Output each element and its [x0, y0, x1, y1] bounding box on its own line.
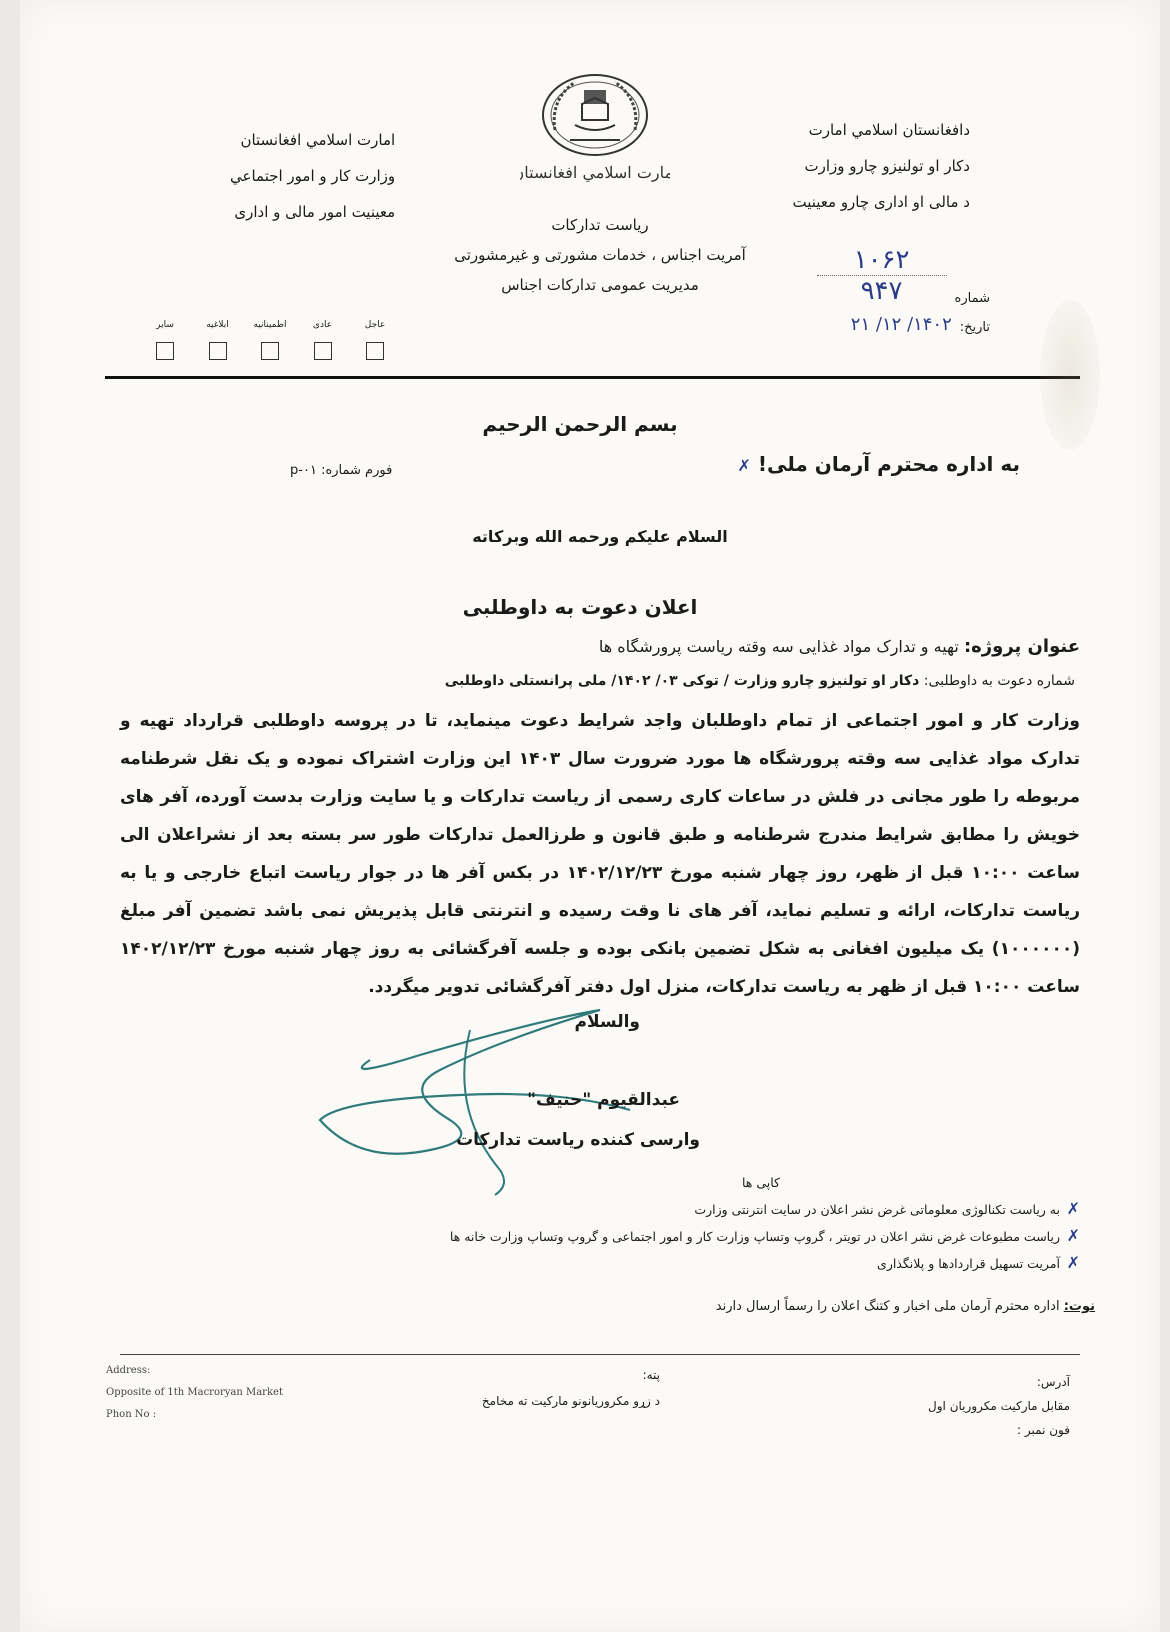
list-item: ✗ریاست مطبوعات غرض نشر اعلان در تویتر ، گروپ وتساپ وزارت کار و امور اجتماعی و گروپ وتساپ وزارت خانه ها [450, 1223, 1080, 1250]
recipient-text: به اداره محترم آرمان ملی! [757, 452, 1020, 476]
copies-list [450, 1170, 1080, 1277]
note-label: نوت: [1063, 1299, 1095, 1314]
header-divider [105, 376, 1080, 379]
footer-line: د زړو مکروریانونو مارکیت ته مخامخ [481, 1394, 660, 1408]
number-value: ۱۰۶۲ [853, 245, 910, 275]
header-line: دکار او تولنیزو چارو وزارت [804, 157, 970, 175]
priority-normal[interactable]: عادی [298, 320, 348, 360]
invitation-label: شماره دعوت به داوطلبی: [923, 673, 1075, 689]
footer-line: Opposite of 1th Macroryan Market [106, 1387, 283, 1398]
project-title: تهیه و تدارک مواد غذایی سه وقته ریاست پرورشگاه ها [598, 637, 959, 656]
header-pashto [792, 112, 970, 220]
note-line [716, 1299, 1095, 1314]
footer-english [106, 1360, 283, 1426]
footer-divider [120, 1354, 1080, 1355]
department-block [380, 210, 820, 300]
emblem-icon [520, 70, 670, 190]
emblem-script: امارت اسلامي افغانستان [520, 163, 670, 182]
footer-line: مقابل مارکیت مکروریان اول [928, 1399, 1070, 1413]
reference-meta [817, 245, 990, 343]
letter-body: وزارت کار و امور اجتماعی از تمام داوطلبان واجد شرایط دعوت مینماید، تا در پروسه داوطلبی قرارداد تهیه و تدارک مواد غذایی سه وقته پرورشگاه ها مورد ضرورت سال ۱۴۰۳ این وزارت اشتراک نموده و یک نقل شرطنامه مربوطه را طور مجانی در فلش در ساعات کاری رسمی از ریاست تدارکات و یا سایت وزارت بدست آورده، آفر های خویش را مطابق شرایط مندرج شرطنامه و طبق قانون و طرزالعمل تدارکات طور سر بسته بعد از نشراعلان الی ساعت ۱۰:۰۰ قبل از ظهر، روز چهار شنبه مورخ ۱۴۰۲/۱۲/۲۳ در بکس آفر ها در جوار ریاست اتباع خارجی و یا به ریاست تدارکات، ارائه و تسلیم نماید، آفر های نا وقت رسیده و انترنتی قابل پذیریش نمی باشد تضمین آفر مبلغ (۱۰۰۰۰۰۰) یک میلیون افغانی به شکل تضمین بانکی بوده و جلسه آفرگشائی به روز چهار شنبه مورخ ۱۴۰۲/۱۲/۲۳ ساعت ۱۰:۰۰ قبل از ظهر به ریاست تدارکات، منزل اول دفتر آفرگشائی تدویر میگردد. [120, 711, 1081, 997]
bismillah: بسم الرحمن الرحيم [482, 412, 678, 436]
list-item: ✗به ریاست تکنالوژی معلوماتی غرض نشر اعلان در سایت انترنتی وزارت [450, 1196, 1080, 1223]
invitation-number: دکار او تولنیزو چارو وزارت / توکی ۰۳/ ۱۴۰۲/ ملی پرانستلی داوطلبی [444, 673, 920, 689]
document-page [20, 0, 1160, 1632]
checkbox[interactable] [209, 342, 227, 360]
number-label: شماره [954, 291, 990, 306]
signer-name: عبدالقیوم "حنیف" [527, 1090, 680, 1110]
priority-other[interactable]: سایر [140, 320, 190, 360]
footer-pashto [470, 1362, 660, 1414]
department-line: آمریت اجناس ، خدمات مشورتی و غیرمشورتی [454, 246, 746, 264]
footer-line: آدرس: [1036, 1375, 1070, 1389]
header-line: معینیت امور مالی و اداری [234, 203, 396, 221]
project-line [599, 636, 1080, 657]
checkbox[interactable] [366, 342, 384, 360]
number-row [817, 245, 990, 306]
check-mark-icon: ✗ [737, 456, 751, 475]
note-text: اداره محترم آرمان ملی اخبار و کتنگ اعلان را رسماً ارسال دارند [715, 1299, 1060, 1314]
checkbox[interactable] [156, 342, 174, 360]
footer-dari [928, 1370, 1070, 1442]
recipient [731, 452, 1020, 476]
project-label: عنوان پروژه: [963, 636, 1080, 657]
check-mark-icon: ✗ [1066, 1226, 1080, 1245]
closing: والسلام [574, 1012, 640, 1032]
footer-line: پته: [642, 1368, 660, 1382]
header-line: امارت اسلامي افغانستان [240, 131, 396, 149]
list-item: ✗آمریت تسهیل قراردادها و پلانگذاری [450, 1250, 1080, 1277]
department-line: مدیریت عمومی تدارکات اجناس [501, 276, 699, 294]
header-line: د مالی او اداری چارو معینیت [792, 193, 970, 211]
signer-title: وارسی کننده ریاست تدارکات [456, 1130, 700, 1150]
footer-line: Address: [106, 1365, 151, 1376]
header-line: دافغانستان اسلامي امارت [808, 121, 970, 139]
header-dari [230, 122, 395, 230]
footer-line: Phon No : [106, 1409, 157, 1420]
paper-stain [1040, 300, 1100, 450]
check-mark-icon: ✗ [1066, 1253, 1080, 1272]
form-number: فورم شماره: ۰۱-p [290, 463, 393, 478]
priority-urgent[interactable]: عاجل [350, 320, 400, 360]
invitation-number-line [445, 673, 1075, 689]
header-line: وزارت کار و امور اجتماعي [230, 167, 396, 185]
number-value-2: ۹۴۷ [860, 276, 903, 306]
footer-line: فون نمبر : [1017, 1423, 1070, 1437]
checkbox[interactable] [314, 342, 332, 360]
department-line: ریاست تدارکات [551, 216, 649, 234]
announcement-title: اعلان دعوت به داوطلبی [462, 595, 698, 619]
priority-checkboxes [140, 320, 400, 360]
date-value: ۱۴۰۲/ ۱۲/ ۲۱ [850, 314, 952, 335]
priority-confirm[interactable]: اطمینانیه [245, 320, 295, 360]
date-label: تاریخ: [959, 320, 990, 335]
check-mark-icon: ✗ [1066, 1199, 1080, 1218]
greeting: السلام علیکم ورحمه الله وبرکاته [472, 527, 728, 546]
date-row [817, 314, 990, 335]
copies-heading: کاپی ها [741, 1175, 780, 1190]
checkbox[interactable] [261, 342, 279, 360]
priority-notify[interactable]: ابلاغیه [193, 320, 243, 360]
